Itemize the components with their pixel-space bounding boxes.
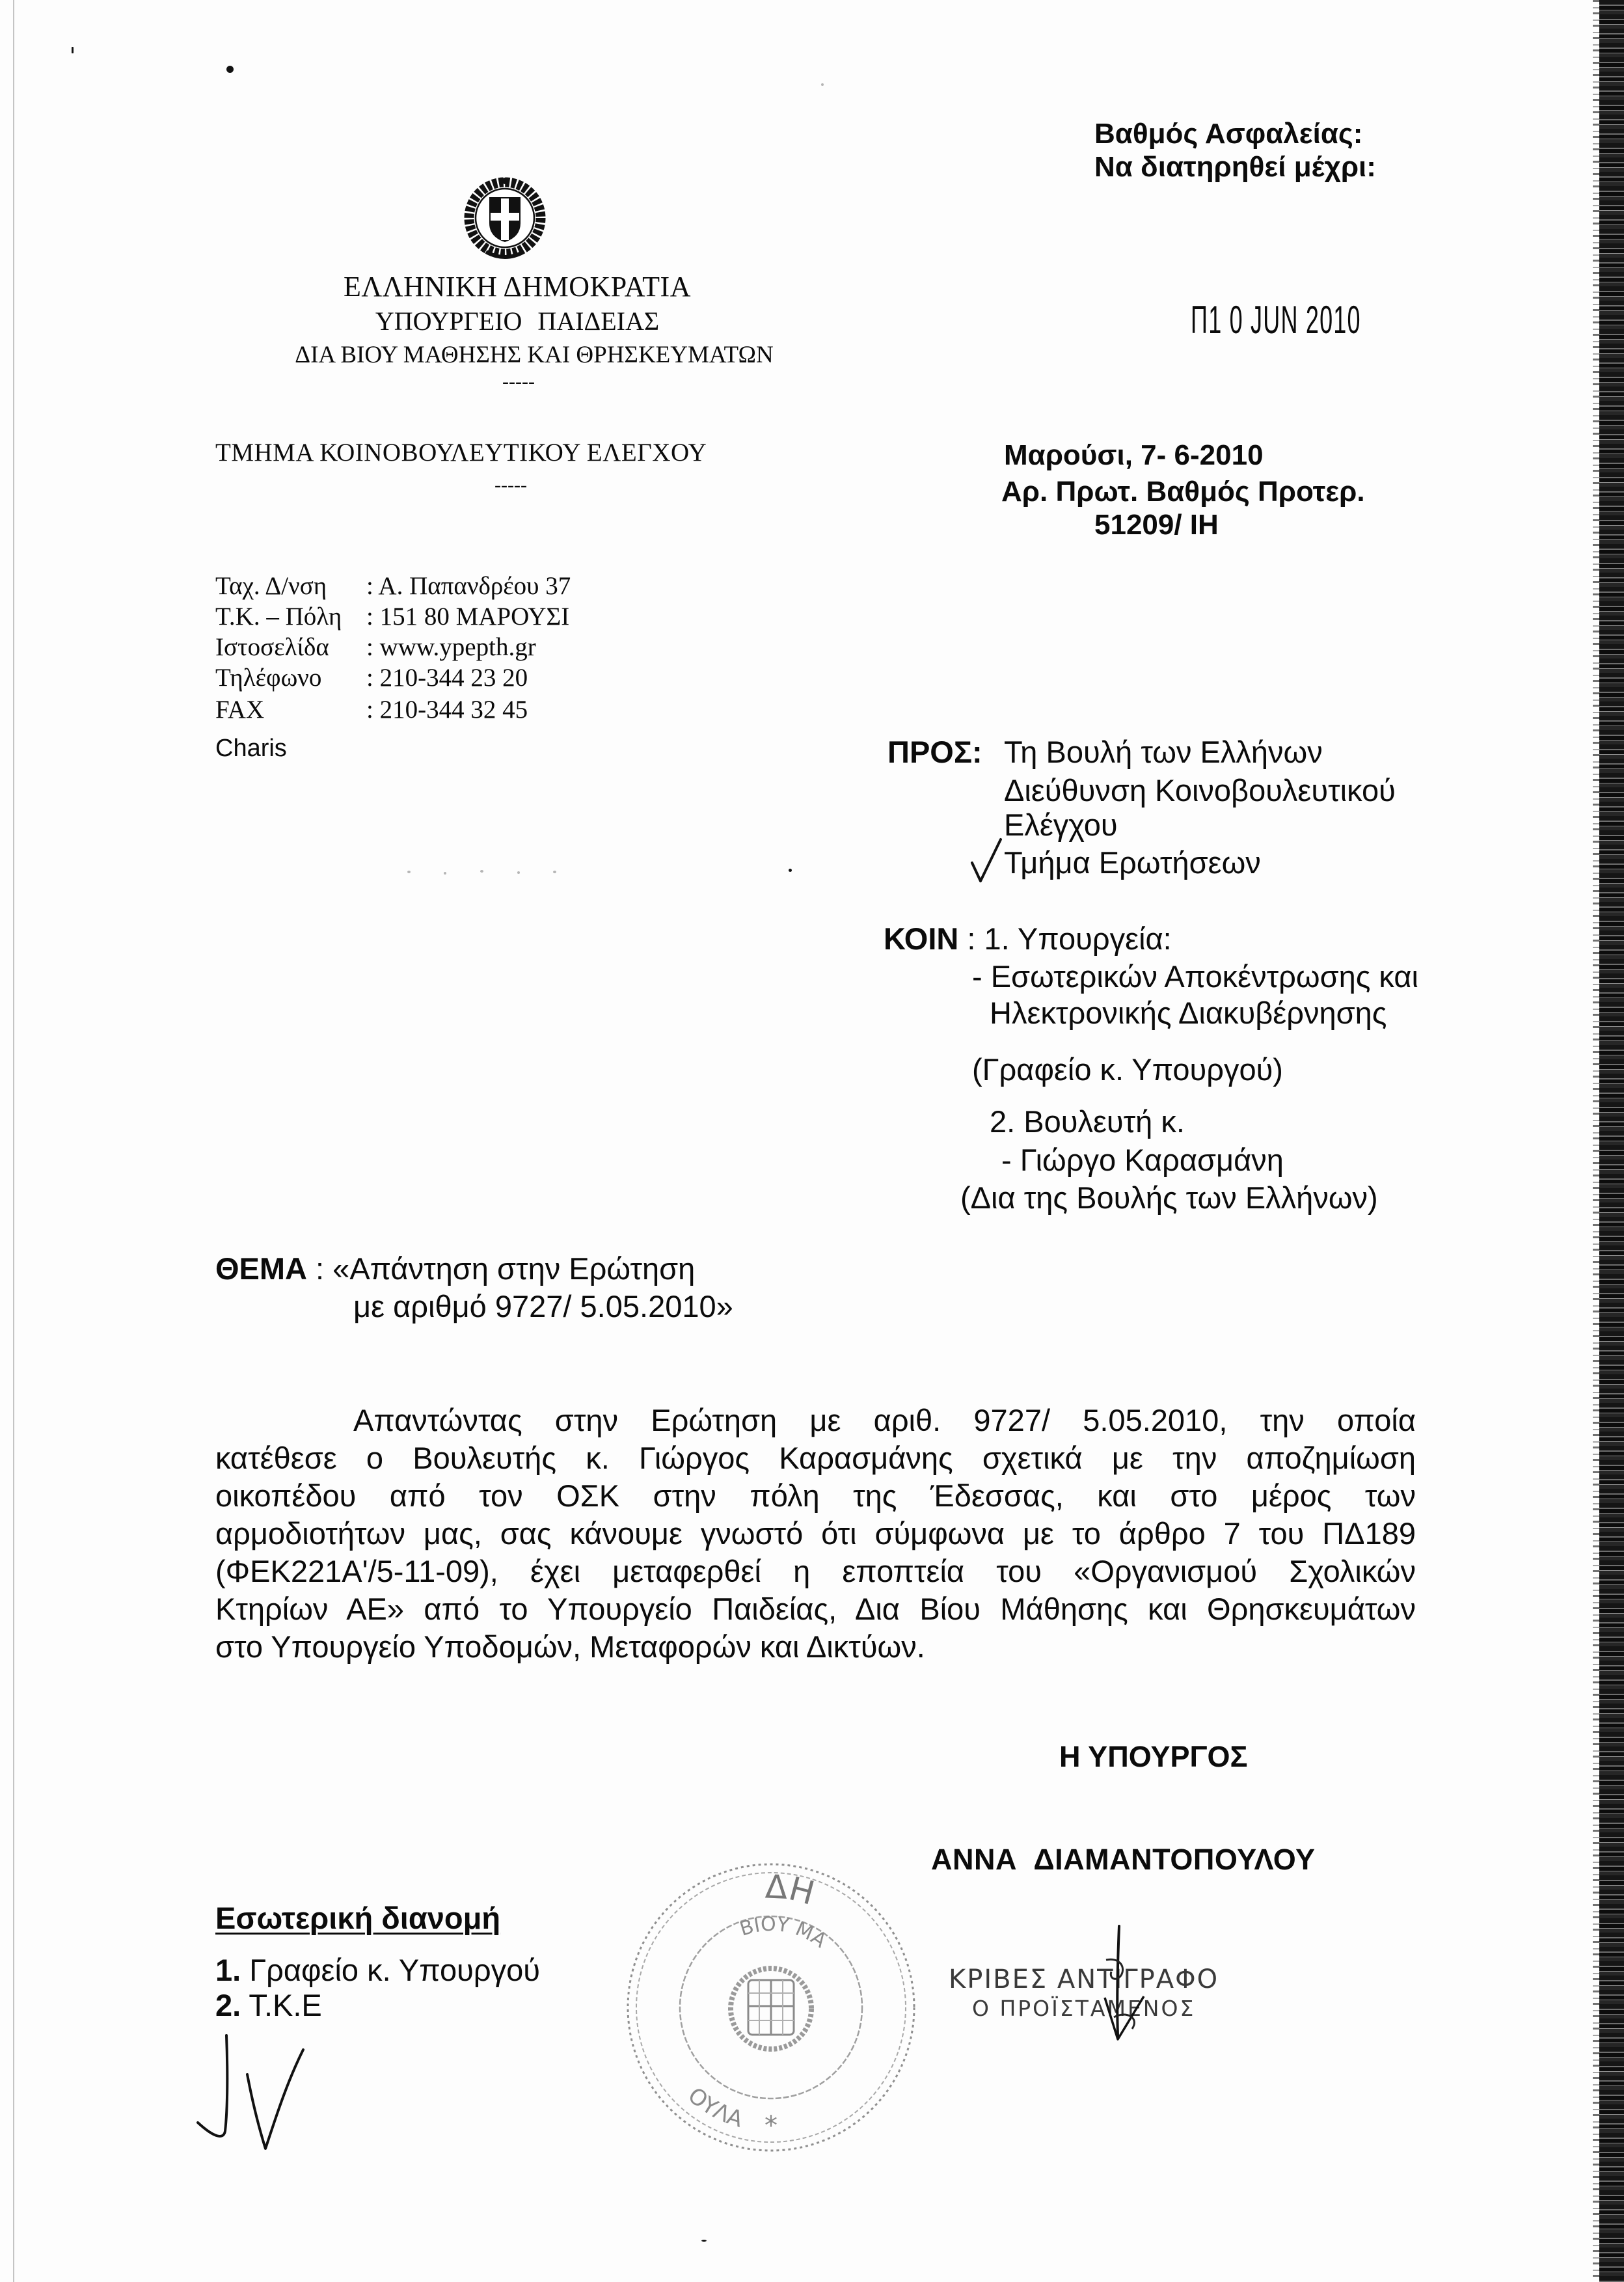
subject-text: : «Απάντηση στην Ερώτηση [307,1251,696,1286]
contact-value-address: : Α. Παπανδρέου 37 [366,572,571,600]
copies-line: (Γραφείο κ. Υπουργού) [972,1052,1283,1087]
scan-speck [701,2240,707,2242]
handwritten-signature [1080,1920,1184,2056]
seal-star: * [765,2111,778,2141]
scan-speck [226,66,234,73]
scan-speck [444,872,446,875]
place-date: Μαρούσι, 7- 6-2010 [1004,439,1264,471]
body-line: αρμοδιοτήτων μας, σας κάνουμε γνωστό ότι σύμφωνα με το άρθρο 7 του ΠΔ189 [215,1516,1416,1551]
contact-value-fax: : 210-344 32 45 [366,696,528,724]
header-ministry: ΥΠΟΥΡΓΕΙΟ ΠΑΙΔΕΙΑΣ [375,306,660,336]
scan-speck [72,47,74,53]
signatory-title: Η ΥΠΟΥΡΓΟΣ [1059,1740,1248,1773]
copies-first-item: : 1. Υπουργεία: [958,921,1172,956]
distribution-item-number: 2. [215,1988,241,2022]
signatory-name: ΑΝΝΑ ΔΙΑΜΑΝΤΟΠΟΥΛΟΥ [931,1843,1316,1876]
department-separator: ----- [494,474,527,496]
body-paragraph [215,1402,1416,1666]
scan-speck [789,869,792,872]
handwritten-initials [189,2024,319,2160]
recipient-line: Διεύθυνση Κοινοβουλευτικού [1004,773,1396,808]
recipient-line: Ελέγχου [1004,808,1118,842]
header-ministry-sub: ΔΙΑ ΒΙΟΥ ΜΑΘΗΣΗΣ ΚΑΙ ΘΡΗΣΚΕΥΜΑΤΩΝ [295,342,774,368]
contact-label-postcode: Τ.Κ. – Πόλη [215,603,342,631]
scan-speck [480,870,483,873]
scan-speck [821,83,824,86]
copies-line: - Εσωτερικών Αποκέντρωσης και [972,959,1418,994]
body-line: Κτηρίων ΑΕ» από το Υπουργείο Παιδείας, Δια Βίου Μάθησης και Θρησκευμάτων [215,1592,1416,1626]
department-name: ΤΜΗΜΑ ΚΟΙΝΟΒΟΥΛΕΥΤΙΚΟΥ ΕΛΕΓΧΟΥ [215,439,707,467]
recipient-line: Τμήμα Ερωτήσεων [1004,845,1261,880]
subject-label: ΘΕΜΑ [215,1251,307,1286]
distribution-item-text: Γραφείο κ. Υπουργού [241,1953,540,1987]
copy-stamp-line2: Ο ΠΡΟΪΣΤΑΜΕΝΟΣ [972,1996,1196,2021]
scan-edge-fringe [1593,0,1599,2282]
subject-line-2: με αριθμό 9727/ 5.05.2010» [353,1289,733,1324]
header-country: ΕΛΛΗΝΙΚΗ ΔΗΜΟΚΡΑΤΙΑ [344,271,691,303]
contact-label-phone: Τηλέφωνο [215,664,322,692]
distribution-item [215,1955,540,1985]
body-line: κατέθεσε ο Βουλευτής κ. Γιώργος Καρασμάνης σχετικά με την αποζημίωση [215,1441,1416,1475]
security-retain-label: Να διατηρηθεί μέχρι: [1094,151,1376,183]
subject-line-1 [215,1253,695,1284]
copies-line: (Δια της Βουλής των Ελλήνων) [960,1180,1378,1215]
received-date-stamp: Π1 0 JUN 2010 [1191,298,1361,342]
contact-value-phone: : 210-344 23 20 [366,664,528,692]
copies-line: Ηλεκτρονικής Διακυβέρνησης [990,996,1387,1030]
security-level-label: Βαθμός Ασφαλείας: [1094,118,1363,150]
copies-first-line [884,923,1172,954]
distribution-item-text: Τ.Κ.Ε [241,1988,322,2022]
contact-label-fax: FAX [215,696,265,724]
round-seal-stamp [621,1858,921,2157]
seal-emblem-icon [731,1968,811,2049]
copies-line: - Γιώργο Καρασμάνη [1001,1143,1284,1177]
coat-of-arms-emblem [463,176,547,264]
author-name: Charis [215,735,287,762]
seal-top-text: ΔΗ [764,1868,819,1913]
scan-speck [407,871,411,873]
scan-edge-shadow [1599,0,1624,2282]
copies-line: 2. Βουλευτή κ. [990,1104,1185,1139]
checkmark-icon [969,837,1003,884]
contact-label-address: Ταχ. Δ/νση [215,572,327,600]
copy-stamp-line1: ΚΡΙΒΕΣ ΑΝΤΙΓΡΑΦΟ [949,1964,1219,1994]
protocol-label: Αρ. Πρωτ. Βαθμός Προτερ. [1001,476,1365,508]
distribution-heading: Εσωτερική διανομή [215,1901,501,1935]
scan-edge-left [13,0,14,2282]
scan-speck [517,871,520,874]
body-line: οικοπέδου από τον ΟΣΚ στην πόλη της Έδεσσας, και στο μέρος των [215,1478,1416,1513]
distribution-item [215,1990,322,2020]
seal-inner-text: ΒΙΟΥ ΜΑ [737,1912,831,1953]
copies-label: ΚΟΙΝ [884,921,959,956]
contact-value-postcode: : 151 80 ΜΑΡΟΥΣΙ [366,603,570,631]
body-line: (ΦΕΚ221Α'/5-11-09), έχει μεταφερθεί η εποπτεία του «Οργανισμού Σχολικών [215,1554,1416,1588]
seal-bottom-text: ΟΥΛΑ [683,2082,746,2133]
distribution-item-number: 1. [215,1953,241,1987]
body-line: στο Υπουργείο Υποδομών, Μεταφορών και Δικτύων. [215,1629,925,1664]
contact-label-website: Ιστοσελίδα [215,633,329,661]
recipient-label: ΠΡΟΣ: [887,735,982,769]
contact-value-website: : www.ypepth.gr [366,633,536,661]
protocol-number: 51209/ ΙΗ [1094,509,1219,541]
scan-speck [553,871,556,873]
recipient-line: Τη Βουλή των Ελλήνων [1004,735,1323,769]
header-separator: ----- [502,371,535,392]
body-line: Απαντώντας στην Ερώτηση με αριθ. 9727/ 5.05.2010, την οποία [353,1403,1416,1437]
